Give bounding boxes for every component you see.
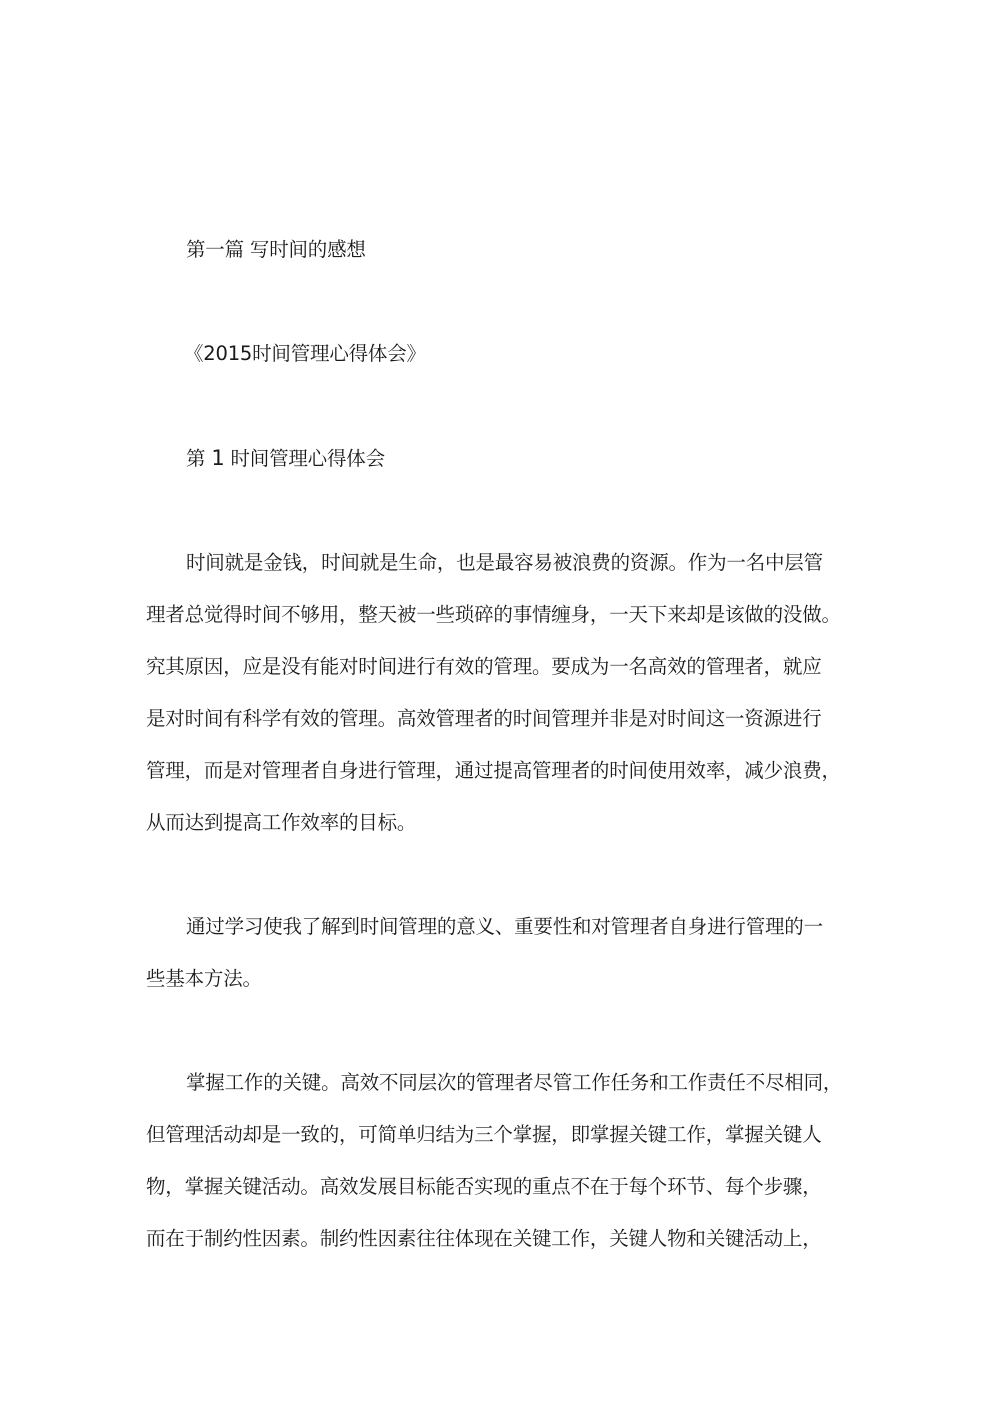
paragraph-1-line-1: 时间就是金钱，时间就是生命，也是最容易被浪费的资源。作为一名中层管 [186, 551, 823, 574]
paragraph-1-line-6: 从而达到提高工作效率的目标。 [146, 811, 417, 834]
section-title [186, 445, 385, 472]
paragraph-1-line-4: 是对时间有科学有效的管理。高效管理者的时间管理并非是对时间这一资源进行 [146, 707, 822, 730]
paragraph-2-line-1: 通过学习使我了解到时间管理的意义、重要性和对管理者自身进行管理的一 [186, 915, 823, 938]
section-title-prefix: 第 [186, 447, 206, 470]
paragraph-1-line-5: 管理，而是对管理者自身进行管理，通过提高管理者的时间使用效率，减少浪费， [146, 759, 841, 782]
book-title: 《2015时间管理心得体会》 [184, 342, 426, 365]
paragraph-1-line-3: 究其原因，应是没有能对时间进行有效的管理。要成为一名高效的管理者，就应 [146, 655, 822, 678]
chapter-heading: 第一篇 写时间的感想 [186, 238, 366, 261]
paragraph-3-line-3: 物，掌握关键活动。高效发展目标能否实现的重点不在于每个环节、每个步骤， [146, 1175, 822, 1198]
paragraph-3-line-2: 但管理活动却是一致的，可简单归结为三个掌握，即掌握关键工作，掌握关键人 [146, 1123, 822, 1146]
paragraph-1-line-2: 理者总觉得时间不够用，整天被一些琐碎的事情缠身，一天下来却是该做的没做。 [146, 603, 841, 626]
section-title-suffix: 时间管理心得体会 [230, 447, 385, 470]
paragraph-2-line-2: 些基本方法。 [146, 967, 262, 990]
paragraph-3-line-1: 掌握工作的关键。高效不同层次的管理者尽管工作任务和工作责任不尽相同， [186, 1071, 843, 1094]
section-title-number: 1 [211, 446, 225, 470]
paragraph-3-line-4: 而在于制约性因素。制约性因素往往体现在关键工作，关键人物和关键活动上， [146, 1227, 822, 1250]
